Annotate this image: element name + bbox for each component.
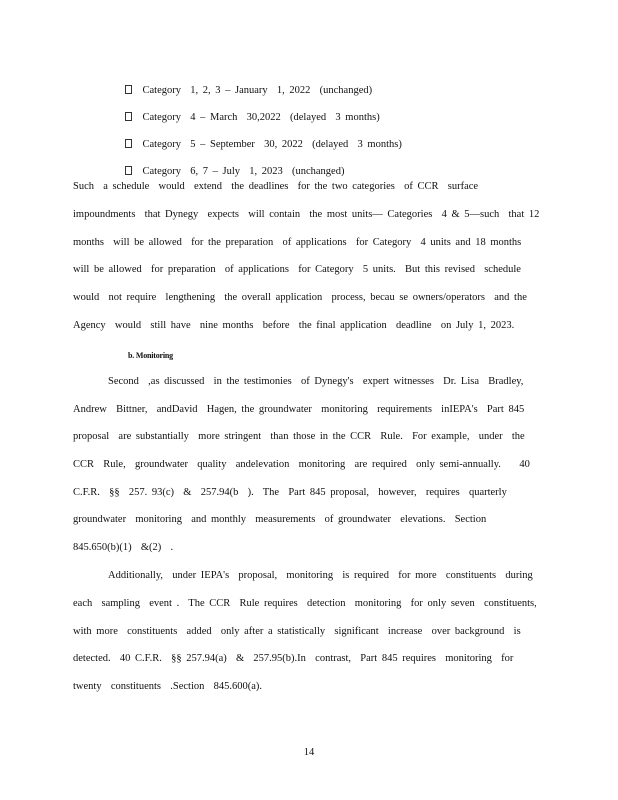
paragraph-line: Additionally, under IEPA's proposal, monitoring is required for more constituents during: [108, 570, 533, 581]
bullet-box-icon: [125, 85, 132, 94]
paragraph-line: twenty constituents .Section 845.600(a).: [73, 681, 263, 692]
paragraph-line: each sampling event . The CCR Rule requires detection monitoring for only seven constituents,: [73, 598, 537, 609]
paragraph-line: detected. 40 C.F.R. §§ 257.94(a) & 257.95(b).In contrast, Part 845 requires monitoring for: [73, 653, 514, 664]
paragraph-line: CCR Rule, groundwater quality andelevation monitoring are required only semi-annually. 40: [73, 459, 530, 470]
bullet-text: Category 5 – September 30, 2022 (delayed 3 months): [142, 139, 402, 150]
bullet-text: Category 1, 2, 3 – January 1, 2022 (unchanged): [142, 85, 373, 96]
paragraph-line: Second ,as discussed in the testimonies of Dynegy's expert witnesses Dr. Lisa Bradley,: [108, 376, 524, 387]
paragraph-line: Andrew Bittner, andDavid Hagen, the groundwater monitoring requirements inIEPA's Part 845: [73, 404, 525, 415]
section-heading: b. Monitoring: [128, 351, 173, 360]
page-number: 14: [303, 747, 315, 758]
paragraph-line: Agency would still have nine months before the final application deadline on July 1, 2023.: [73, 320, 515, 331]
bullet-box-icon: [125, 139, 132, 148]
bullet-text: Category 4 – March 30,2022 (delayed 3 months): [142, 112, 380, 123]
paragraph-line: 845.650(b)(1) &(2) .: [73, 542, 174, 553]
bullet-text: Category 6, 7 – July 1, 2023 (unchanged): [142, 166, 345, 177]
paragraph-line: will be allowed for preparation of applications for Category 5 units. But this revised schedule: [73, 264, 521, 275]
bullet-box-icon: [125, 166, 132, 175]
paragraph-line: would not require lengthening the overall application process, becau se owners/operators and the: [73, 292, 527, 303]
paragraph-line: groundwater monitoring and monthly measurements of groundwater elevations. Section: [73, 514, 487, 525]
paragraph-line: proposal are substantially more stringent than those in the CCR Rule. For example, under the: [73, 431, 525, 442]
bullet-box-icon: [125, 112, 132, 121]
paragraph-line: months will be allowed for the preparation of applications for Category 4 units and 18 months: [73, 237, 522, 248]
paragraph-line: C.F.R. §§ 257. 93(c) & 257.94(b ). The Part 845 proposal, however, requires quarterly: [73, 487, 507, 498]
paragraph-line: impoundments that Dynegy expects will contain the most units— Categories 4 & 5—such that 12: [73, 209, 540, 220]
paragraph-line: with more constituents added only after a statistically significant increase over background is: [73, 626, 521, 637]
paragraph-line: Such a schedule would extend the deadlines for the two categories of CCR surface: [73, 181, 479, 192]
